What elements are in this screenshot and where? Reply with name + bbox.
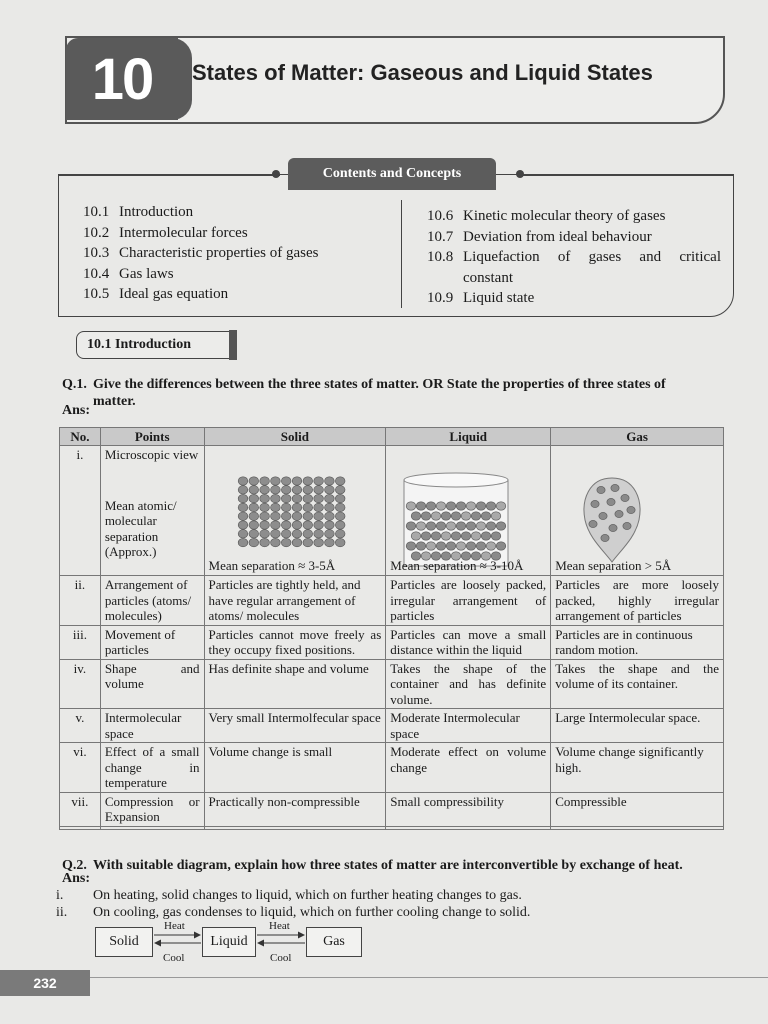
- gas-particle: [621, 494, 629, 501]
- contents-tag: Contents and Concepts: [288, 158, 496, 190]
- contents-item-text: Liquid state: [463, 290, 535, 306]
- solid-particle: [281, 486, 291, 494]
- row-number: [60, 826, 101, 829]
- liquid-particle: [486, 502, 496, 510]
- solid-cell: Particles cannot move freely as they occupy fixed positions.: [204, 625, 386, 659]
- solid-particle: [292, 477, 302, 485]
- solid-particle: [238, 486, 248, 494]
- gas-particle: [599, 512, 607, 519]
- liquid-particle: [416, 542, 426, 550]
- liquid-particle: [471, 532, 481, 540]
- solid-particle: [238, 530, 248, 538]
- solid-particle: [238, 538, 248, 546]
- answer-point-text: On cooling, gas condenses to liquid, which on further cooling change to solid.: [93, 905, 531, 920]
- row-point: Compression or Expansion: [100, 792, 204, 826]
- table-row: [60, 659, 724, 709]
- contents-item-text: Introduction: [119, 204, 194, 220]
- solid-particle: [270, 530, 280, 538]
- solid-particle: [259, 538, 269, 546]
- solid-particle: [281, 494, 291, 502]
- liquid-particle: [436, 542, 446, 550]
- solid-particle: [259, 512, 269, 520]
- liquid-particle: [476, 542, 486, 550]
- solid-particle: [292, 521, 302, 529]
- solid-particle: [238, 512, 248, 520]
- page-number: 232: [0, 970, 90, 996]
- gas-separation: Mean separation > 5Å: [555, 557, 672, 573]
- contents-item-continued: [427, 268, 721, 289]
- liquid-particle: [496, 502, 506, 510]
- liquid-cell: Small compressibility: [386, 792, 551, 826]
- solid-particle: [259, 486, 269, 494]
- contents-item[interactable]: [427, 227, 721, 248]
- solid-particle: [313, 538, 323, 546]
- gas-cell: Large Intermolecular space.: [551, 709, 724, 743]
- gas-particle: [609, 524, 617, 531]
- solid-particle: [335, 521, 345, 529]
- gas-particle: [615, 510, 623, 517]
- answer-point-text: On heating, solid changes to liquid, which on further heating changes to gas.: [93, 888, 522, 903]
- solid-particle: [249, 512, 259, 520]
- liquid-particle: [441, 532, 451, 540]
- gas-particle: [627, 506, 635, 513]
- solid-particle: [281, 503, 291, 511]
- table-row: [60, 709, 724, 743]
- heat-label: Heat: [164, 920, 185, 932]
- liquid-particle: [481, 512, 491, 520]
- contents-item-number: 10.7: [427, 228, 454, 245]
- liquid-particle: [471, 512, 481, 520]
- liquid-particle: [426, 542, 436, 550]
- section-heading: 10.1 Introduction: [76, 331, 232, 359]
- row-number: v.: [60, 709, 101, 743]
- solid-particle: [259, 477, 269, 485]
- gas-cell: Particles are in continuous random motion.: [551, 625, 724, 659]
- gas-particle: [601, 534, 609, 541]
- solid-particle: [249, 486, 259, 494]
- liquid-particle: [421, 532, 431, 540]
- point-mean-separation: Mean atomic/ molecular separation (Approx.): [104, 497, 177, 559]
- solid-particle: [313, 477, 323, 485]
- row-point: Shape and volume: [100, 659, 204, 709]
- heat-label: Heat: [269, 920, 290, 932]
- liquid-particle: [456, 542, 466, 550]
- contents-item-number: 10.5: [83, 286, 110, 302]
- solid-particle: [249, 538, 259, 546]
- contents-item-number: 10.9: [427, 290, 454, 306]
- liquid-particle: [456, 502, 466, 510]
- solid-particle: [238, 494, 248, 502]
- gas-particle: [623, 522, 631, 529]
- contents-item-number: 10.4: [83, 265, 110, 282]
- contents-rule-dot-left: [272, 170, 280, 178]
- solid-particle: [292, 530, 302, 538]
- gas-particle: [607, 498, 615, 505]
- solid-particle: [313, 521, 323, 529]
- solid-cell: Particles are tightly held, and have regular arrangement of atoms/ molecules: [204, 576, 386, 626]
- solid-particle: [270, 503, 280, 511]
- solid-particles-illustration: [237, 476, 347, 548]
- solid-particle: [270, 477, 280, 485]
- solid-particle: [313, 512, 323, 520]
- liquid-particle: [496, 542, 506, 550]
- solid-particle: [303, 538, 313, 546]
- solid-particle: [281, 477, 291, 485]
- table-row: [60, 792, 724, 826]
- solid-particle: [281, 521, 291, 529]
- solid-particle: [335, 530, 345, 538]
- contents-rule-left: [58, 174, 280, 176]
- liquid-particle: [441, 512, 451, 520]
- solid-particle: [324, 503, 334, 511]
- liquid-particle: [411, 512, 421, 520]
- solid-particle: [281, 512, 291, 520]
- liquid-particle: [466, 522, 476, 530]
- solid-particle: [270, 494, 280, 502]
- liquid-cell: [386, 826, 551, 829]
- row-point: Intermolecular space: [100, 709, 204, 743]
- solid-particle: [238, 503, 248, 511]
- liquid-particle: [406, 542, 416, 550]
- solid-particle: [270, 512, 280, 520]
- gas-balloon-illustration: [577, 474, 647, 566]
- q1-text-line1: Give the differences between the three states of matter. OR State the properties of three states of: [93, 377, 666, 392]
- liquid-cell: [386, 446, 551, 576]
- contents-left-list: [83, 202, 319, 305]
- solid-cell: Very small Intermolfecular space: [204, 709, 386, 743]
- solid-particle: [313, 530, 323, 538]
- gas-cell: [551, 446, 724, 576]
- solid-particle: [335, 477, 345, 485]
- contents-item[interactable]: [427, 206, 721, 227]
- solid-particle-grid: [238, 477, 345, 547]
- cool-label: Cool: [270, 952, 292, 964]
- contents-item-text: Kinetic molecular theory of gases: [463, 208, 666, 224]
- table-row: [60, 743, 724, 793]
- liquid-particle: [436, 522, 446, 530]
- solid-particle: [303, 494, 313, 502]
- row-number: iv.: [60, 659, 101, 709]
- row-point: [100, 826, 204, 829]
- liquid-particle: [446, 542, 456, 550]
- liquid-particle: [446, 522, 456, 530]
- contents-item-text: Gas laws: [119, 265, 174, 282]
- gas-box: Gas: [306, 927, 362, 957]
- contents-item-number: 10.2: [83, 224, 110, 241]
- contents-item-number: 10.6: [427, 208, 454, 224]
- solid-separation: Mean separation ≈ 3-5Å: [208, 557, 336, 573]
- liquid-particle: [491, 532, 501, 540]
- solid-particle: [324, 538, 334, 546]
- solid-particle: [335, 538, 345, 546]
- row-number: ii.: [60, 576, 101, 626]
- solid-particle: [335, 486, 345, 494]
- contents-rule-right: [520, 174, 734, 176]
- liquid-particle: [431, 532, 441, 540]
- solid-particle: [249, 503, 259, 511]
- q2-label: Q.2.: [62, 858, 87, 873]
- liquid-particle: [421, 512, 431, 520]
- liquid-particle: [486, 522, 496, 530]
- solid-particle: [270, 521, 280, 529]
- solid-particle: [259, 530, 269, 538]
- solid-particle: [313, 494, 323, 502]
- liquid-particle: [476, 502, 486, 510]
- header-liquid: Liquid: [386, 428, 551, 446]
- solid-particle: [238, 477, 248, 485]
- contents-item[interactable]: [83, 284, 319, 305]
- liquid-cell: Takes the shape of the container and has definite volume.: [386, 659, 551, 709]
- liquid-particle: [431, 512, 441, 520]
- liquid-particle: [496, 522, 506, 530]
- solid-particle: [313, 486, 323, 494]
- liquid-particle: [446, 502, 456, 510]
- contents-divider: [401, 200, 402, 308]
- q1-label: Q.1.: [62, 377, 87, 392]
- solid-particle: [303, 503, 313, 511]
- solid-particle: [303, 521, 313, 529]
- contents-right-list: [427, 206, 721, 309]
- gas-particle: [589, 520, 597, 527]
- liquid-cell: Particles can move a small distance within the liquid: [386, 625, 551, 659]
- footer-rule: [90, 977, 768, 978]
- liquid-particle: [466, 502, 476, 510]
- solid-cell: [204, 826, 386, 829]
- gas-cell: Volume change significantly high.: [551, 743, 724, 793]
- cool-label: Cool: [163, 952, 185, 964]
- liquid-particle: [416, 522, 426, 530]
- solid-particle: [281, 530, 291, 538]
- liquid-particle: [461, 512, 471, 520]
- solid-particle: [335, 494, 345, 502]
- contents-item-text: Ideal gas equation: [119, 286, 229, 302]
- liquid-particle: [451, 512, 461, 520]
- contents-item[interactable]: [83, 243, 319, 264]
- solid-particle: [249, 530, 259, 538]
- table-row: [60, 826, 724, 829]
- solid-particle: [303, 512, 313, 520]
- states-comparison-table: [59, 427, 724, 830]
- gas-cell: Takes the shape and the volume of its container.: [551, 659, 724, 709]
- solid-particle: [313, 503, 323, 511]
- table-row: [60, 625, 724, 659]
- solid-particle: [292, 503, 302, 511]
- answer-point-number: ii.: [56, 905, 68, 920]
- contents-item[interactable]: [83, 202, 319, 223]
- liquid-particle: [481, 532, 491, 540]
- contents-item-number: 10.8: [427, 249, 454, 265]
- solid-particle: [281, 538, 291, 546]
- solid-particle: [324, 512, 334, 520]
- solid-particle: [292, 486, 302, 494]
- gas-particle: [591, 500, 599, 507]
- liquid-particle: [486, 542, 496, 550]
- table-row: [60, 446, 724, 576]
- contents-item-text: Liquefaction of gases and critical: [463, 249, 721, 265]
- solid-particle: [303, 486, 313, 494]
- solid-particle: [324, 530, 334, 538]
- header-points: Points: [100, 428, 204, 446]
- liquid-particle: [476, 522, 486, 530]
- solid-particle: [292, 512, 302, 520]
- liquid-cell: Moderate Intermolecular space: [386, 709, 551, 743]
- gas-particle: [597, 486, 605, 493]
- solid-particle: [303, 530, 313, 538]
- row-point: [100, 446, 204, 576]
- contents-item-text: Intermolecular forces: [119, 224, 248, 241]
- solid-particle: [270, 538, 280, 546]
- point-microscopic-view: Microscopic view: [104, 447, 199, 462]
- solid-particle: [324, 521, 334, 529]
- table-header-row: [60, 428, 724, 446]
- header-no: No.: [60, 428, 101, 446]
- q1-text-line2: matter.: [93, 394, 136, 409]
- liquid-box: Liquid: [202, 927, 256, 957]
- row-point: Movement of particles: [100, 625, 204, 659]
- contents-item-text: Characteristic properties of gases: [119, 245, 319, 261]
- liquid-particle: [426, 502, 436, 510]
- q1-text: [93, 376, 726, 410]
- liquid-particle: [406, 522, 416, 530]
- contents-item-text: Deviation from ideal behaviour: [463, 228, 652, 245]
- row-number: i.: [60, 446, 101, 576]
- liquid-particle: [411, 532, 421, 540]
- header-solid: Solid: [204, 428, 386, 446]
- solid-particle: [259, 503, 269, 511]
- solid-particle: [292, 494, 302, 502]
- q1-answer-label: Ans:: [62, 403, 91, 418]
- contents-item-number: 10.1: [83, 204, 110, 220]
- header-gas: Gas: [551, 428, 724, 446]
- row-number: vii.: [60, 792, 101, 826]
- gas-cell: Compressible: [551, 792, 724, 826]
- solid-particle: [259, 521, 269, 529]
- solid-particle: [324, 494, 334, 502]
- contents-item-text: constant: [463, 269, 513, 286]
- liquid-particle: [416, 502, 426, 510]
- row-number: iii.: [60, 625, 101, 659]
- solid-particle: [249, 521, 259, 529]
- q2-answer-label: Ans:: [62, 871, 91, 886]
- solid-cell: Practically non-compressible: [204, 792, 386, 826]
- solid-particle: [324, 486, 334, 494]
- solid-particle: [292, 538, 302, 546]
- contents-item-number: 10.3: [83, 245, 110, 261]
- liquid-particle: [491, 512, 501, 520]
- liquid-cell: Particles are loosely packed, irregular arrangement of particles: [386, 576, 551, 626]
- container-top: [404, 473, 508, 487]
- solid-cell: Volume change is small: [204, 743, 386, 793]
- q2-text: With suitable diagram, explain how three states of matter are interconvertible by exchange of heat.: [93, 858, 683, 873]
- liquid-particle: [436, 502, 446, 510]
- gas-cell: [551, 826, 724, 829]
- contents-item-number: [427, 268, 463, 289]
- solid-particle: [303, 477, 313, 485]
- liquid-particle: [456, 522, 466, 530]
- solid-particle: [249, 494, 259, 502]
- liquid-cell: Moderate effect on volume change: [386, 743, 551, 793]
- contents-item[interactable]: [427, 288, 721, 309]
- liquid-particle: [426, 522, 436, 530]
- solid-particle: [335, 503, 345, 511]
- solid-particle: [270, 486, 280, 494]
- solid-box: Solid: [95, 927, 153, 957]
- solid-particle: [335, 512, 345, 520]
- contents-item[interactable]: [83, 223, 319, 244]
- liquid-separation: Mean separation ≈ 3-10Å: [390, 557, 524, 573]
- solid-cell: Has definite shape and volume: [204, 659, 386, 709]
- liquid-particle: [461, 532, 471, 540]
- table-row: [60, 576, 724, 626]
- liquid-particle: [406, 502, 416, 510]
- row-number: vi.: [60, 743, 101, 793]
- liquid-particle: [466, 542, 476, 550]
- chapter-number: 10: [66, 38, 178, 120]
- row-point: Effect of a small change in temperature: [100, 743, 204, 793]
- solid-particle: [238, 521, 248, 529]
- liquid-particle: [451, 532, 461, 540]
- chapter-title: States of Matter: Gaseous and Liquid States: [192, 60, 653, 85]
- contents-rule-dot-right: [516, 170, 524, 178]
- row-point: Arrangement of particles (atoms/ molecules): [100, 576, 204, 626]
- answer-point-number: i.: [56, 888, 64, 903]
- solid-particle: [324, 477, 334, 485]
- interconversion-arrows: [0, 920, 768, 1000]
- gas-particle: [611, 484, 619, 491]
- solid-particle: [259, 494, 269, 502]
- gas-cell: Particles are more loosely packed, highly irregular arrangement of particles: [551, 576, 724, 626]
- contents-item[interactable]: [83, 264, 319, 285]
- contents-item[interactable]: [427, 247, 721, 268]
- solid-particle: [249, 477, 259, 485]
- solid-cell: [204, 446, 386, 576]
